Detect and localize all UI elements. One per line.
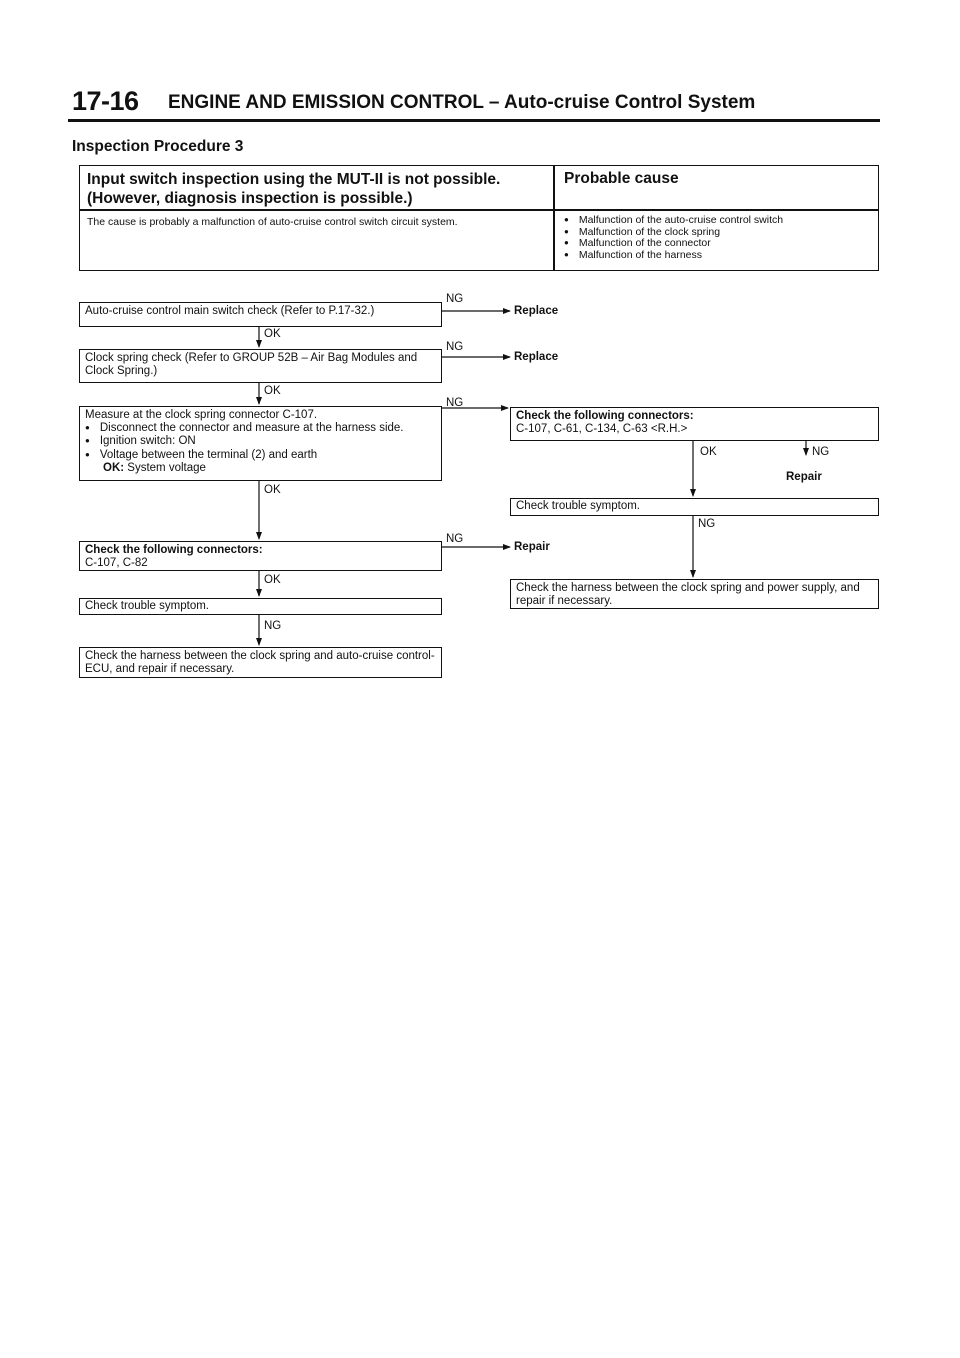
- ok-label-2: OK: [264, 385, 281, 397]
- step-check-trouble-symptom: [79, 598, 442, 615]
- step-text: C-107, C-61, C-134, C-63 <R.H.>: [516, 422, 688, 435]
- ng-label-4: NG: [446, 533, 464, 545]
- ng-label-2: NG: [446, 341, 464, 353]
- right-check-harness-power: [510, 579, 879, 609]
- cause-item: ● Malfunction of the auto-cruise control switch: [564, 215, 783, 227]
- result-replace-2: Replace: [514, 351, 559, 363]
- step-text: Auto-cruise control main switch check (Refer to P.17-32.): [85, 305, 375, 317]
- ok-label-4: OK: [264, 574, 281, 586]
- step-text: Check the harness between the clock spring and power supply, and repair if necessary.: [516, 582, 860, 607]
- step-main-switch-check: [79, 302, 442, 327]
- condition-text: The cause is probably a malfunction of auto-cruise control switch circuit system.: [87, 216, 458, 228]
- page-title: ENGINE AND EMISSION CONTROL – Auto-cruise Control System: [168, 92, 756, 113]
- step-text: Check trouble symptom.: [516, 500, 640, 512]
- ng-label-5: NG: [264, 620, 282, 632]
- step-bullets: [85, 422, 435, 463]
- step-bullet: ● Voltage between the terminal (2) and earth: [85, 449, 435, 463]
- right-check-connectors: [510, 407, 879, 441]
- ok-text: System voltage: [127, 462, 206, 474]
- step-measure-connector: [79, 406, 442, 481]
- step-text: C-107, C-82: [85, 556, 148, 569]
- step-text: Clock spring check (Refer to GROUP 52B – Air Bag Modules and Clock Spring.): [85, 352, 418, 377]
- result-repair-1: Repair: [514, 541, 550, 553]
- step-check-connectors: [79, 541, 442, 571]
- cause-item: ● Malfunction of the connector: [564, 238, 783, 250]
- step-text: Check the harness between the clock spring and auto-cruise control-ECU, and repair if necessary.: [85, 650, 435, 675]
- cause-item: ● Malfunction of the harness: [564, 250, 783, 262]
- condition-heading: Input switch inspection using the MUT-II is not possible. (However, diagnosis inspection is possible.): [87, 171, 501, 207]
- ok-label: OK:: [103, 462, 125, 474]
- step-title: Check the following connectors:: [516, 410, 694, 422]
- step-check-harness-ecu: [79, 647, 442, 678]
- result-repair-2: Repair: [786, 471, 822, 483]
- ok-label-3: OK: [264, 484, 281, 496]
- step-ok-line: [85, 462, 435, 475]
- right-check-trouble-symptom: [510, 498, 879, 516]
- step-clock-spring-check: [79, 349, 442, 383]
- ok-label-1: OK: [264, 328, 281, 340]
- ng-label-right-2: NG: [698, 518, 716, 530]
- step-title: Measure at the clock spring connector C-107.: [85, 409, 318, 421]
- step-bullet: ● Disconnect the connector and measure at the harness side.: [85, 422, 435, 436]
- procedure-title: Inspection Procedure 3: [72, 138, 244, 155]
- ok-label-right: OK: [700, 446, 717, 458]
- result-replace-1: Replace: [514, 305, 559, 317]
- step-bullet: ● Ignition switch: ON: [85, 435, 435, 449]
- ng-label-right-1: NG: [812, 446, 830, 458]
- step-text: Check trouble symptom.: [85, 600, 209, 612]
- ng-label-3: NG: [446, 397, 464, 409]
- cause-heading: Probable cause: [564, 170, 679, 187]
- step-title: Check the following connectors:: [85, 544, 263, 556]
- cause-item: ● Malfunction of the clock spring: [564, 227, 783, 239]
- ng-label-1: NG: [446, 293, 464, 305]
- page-number: 17-16: [72, 86, 139, 116]
